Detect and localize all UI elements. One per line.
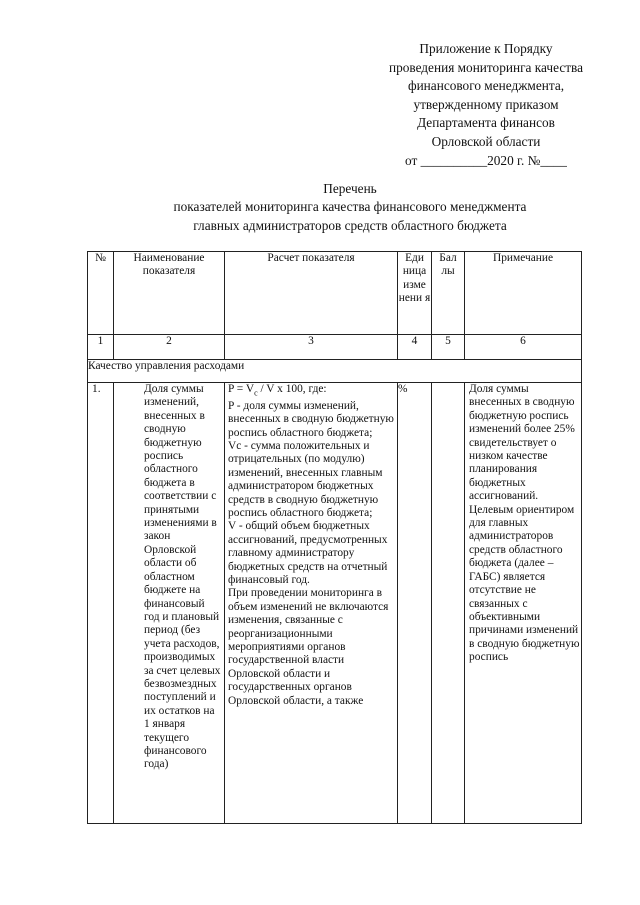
- indicator-calculation: [225, 383, 398, 824]
- formula-rest: / V x 100, где:: [257, 383, 327, 395]
- title-line-2: показателей мониторинга качества финансового менеджмента: [173, 199, 527, 215]
- column-numbers-row: [88, 335, 582, 360]
- calc-line: Vc - сумма положительных и отрицательных (по модулю) изменений, внесенных главным администратором бюджетных средств в сводную бюджетную роспись областного бюджета;: [228, 439, 383, 519]
- appendix-line: проведения мониторинга качества: [388, 59, 584, 75]
- column-number: 2: [114, 335, 225, 360]
- column-number: 4: [398, 335, 432, 360]
- indicators-table: [87, 251, 582, 824]
- column-number: 6: [465, 335, 582, 360]
- appendix-line: Приложение к Порядку: [419, 41, 553, 56]
- appendix-header: [360, 40, 612, 170]
- indicator-name: Доля суммы изменений, внесенных в сводную бюджетную роспись областного бюджета в соответствии с принятыми изменениями в закон Орловской области об областном бюджете на финансовый год и плановый период (без учета расходов, производимых за счет целевых безвозмездных поступлений и их остатков на 1 января текущего финансового года): [114, 383, 225, 824]
- formula-main: P = V: [228, 383, 255, 395]
- row-number: 1.: [88, 383, 114, 824]
- calc-line: При проведении мониторинга в объем изменений не включаются изменения, связанные с реорганизационными мероприятиями органов государственной власти Орловской области и государственных органов Орловской области, а также: [228, 587, 389, 707]
- header-note: Примечание: [465, 252, 582, 335]
- calc-line: P - доля суммы изменений, внесенных в сводную бюджетную роспись областного бюджета;: [228, 399, 394, 439]
- header-num: №: [88, 252, 114, 335]
- score: [432, 383, 465, 824]
- appendix-line: утвержденному приказом: [413, 96, 559, 112]
- appendix-line: Департамента финансов: [417, 115, 555, 131]
- indicator-note: Доля суммы внесенных в сводную бюджетную роспись изменений более 25% свидетельствует о низком качестве планирования бюджетных ассигнований. Целевым ориентиром для главных администраторов средств областного бюджета (далее – ГАБС) является отсутствие не связанных с объективными причинами изменений в сводную бюджетную роспись: [465, 383, 582, 824]
- title-line-1: Перечень: [323, 181, 377, 196]
- header-unit: Еди ница изме нени я: [398, 252, 432, 335]
- document-title: [60, 180, 640, 235]
- calc-formula: [228, 383, 397, 400]
- section-row: [88, 360, 582, 383]
- header-score: Бал лы: [432, 252, 465, 335]
- appendix-date-line: от __________2020 г. №____: [405, 152, 567, 168]
- table-row: [88, 383, 582, 824]
- column-number: 5: [432, 335, 465, 360]
- calc-line: V - общий объем бюджетных ассигнований, предусмотренных главному администратору бюджетных средств на отчетный финансовый год.: [228, 520, 388, 586]
- table-header-row: [88, 252, 582, 335]
- header-name: Наименование показателя: [114, 252, 225, 335]
- column-number: 1: [88, 335, 114, 360]
- appendix-line: Орловской области: [431, 133, 541, 149]
- appendix-line: финансового менеджмента,: [407, 78, 565, 94]
- column-number: 3: [225, 335, 398, 360]
- formula-subscript: c: [254, 388, 258, 398]
- unit-of-measure: %: [398, 383, 432, 824]
- header-calc: Расчет показателя: [225, 252, 398, 335]
- section-title: Качество управления расходами: [88, 360, 582, 383]
- title-line-3: главных администраторов средств областного бюджета: [193, 217, 507, 233]
